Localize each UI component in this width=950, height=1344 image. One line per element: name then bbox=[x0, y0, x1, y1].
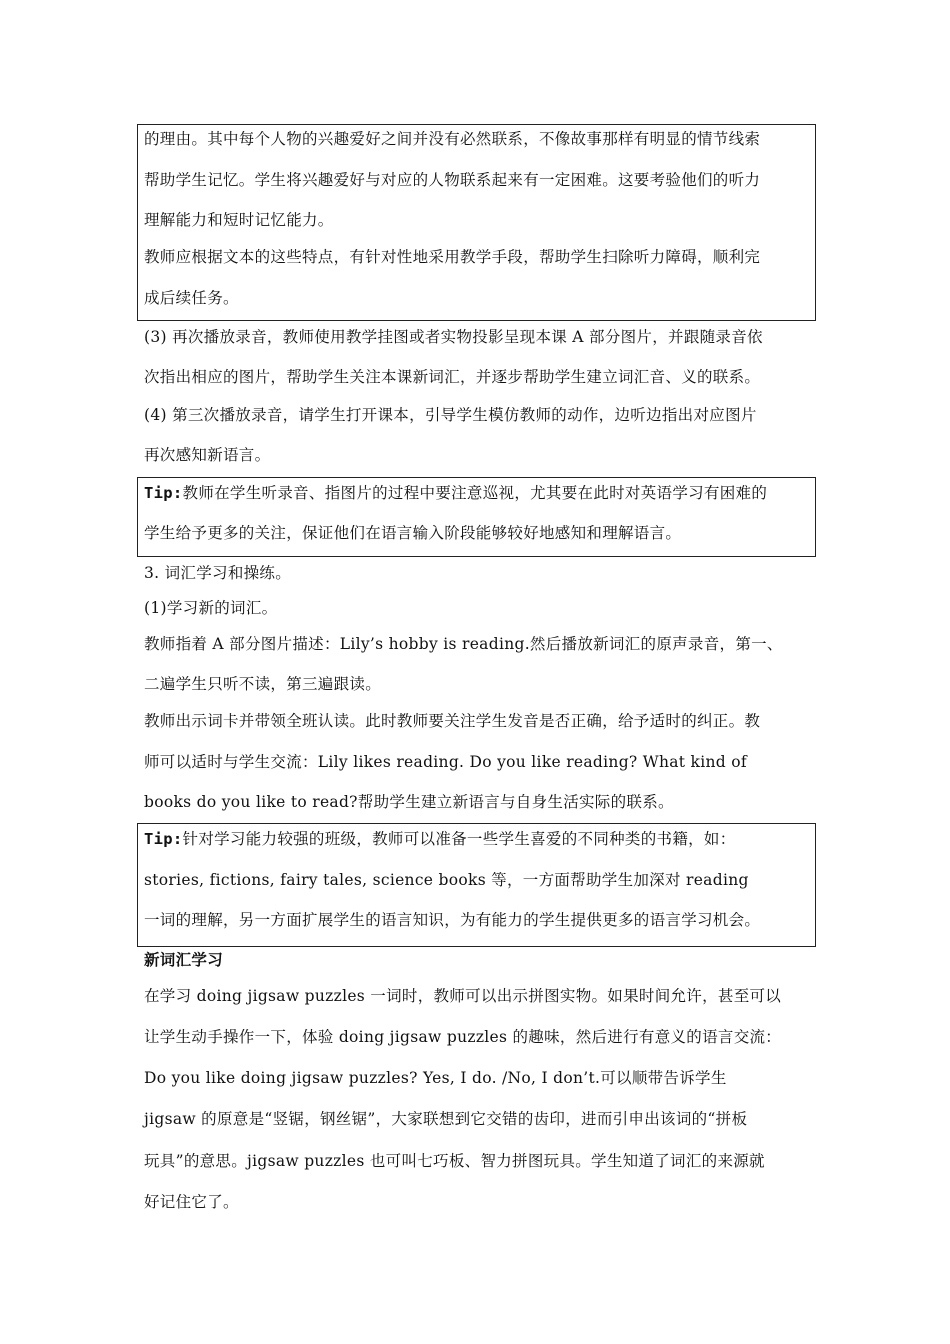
section-3-line-4: 师可以适时与学生交流：Lily likes reading. Do you like reading? What kind of bbox=[144, 753, 747, 771]
section-3-line-2: 二遍学生只听不读，第三遍跟读。 bbox=[144, 675, 382, 693]
box1-line-4: 教师应根据文本的这些特点，有针对性地采用教学手段，帮助学生扫除听力障碍，顺利完 bbox=[144, 248, 761, 266]
section-3-line-5: books do you like to read?帮助学生建立新语言与自身生活实际的联系。 bbox=[144, 793, 674, 811]
tip2-line-1 bbox=[144, 829, 736, 849]
vocab-line-3: Do you like doing jigsaw puzzles? Yes, I do. /No, I don’t.可以顺带告诉学生 bbox=[144, 1069, 727, 1087]
box1-line-1: 的理由。其中每个人物的兴趣爱好之间并没有必然联系，不像故事那样有明显的情节线索 bbox=[144, 130, 761, 148]
tip2-line-2: stories, fictions, fairy tales, science books 等，一方面帮助学生加深对 reading bbox=[144, 871, 749, 889]
vocab-line-1: 在学习 doing jigsaw puzzles 一词时，教师可以出示拼图实物。如果时间允许，甚至可以 bbox=[144, 987, 782, 1005]
tip1-line-2: 学生给予更多的关注，保证他们在语言输入阶段能够较好地感知和理解语言。 bbox=[144, 524, 682, 542]
tip-label: Tip: bbox=[144, 830, 183, 848]
tip2-text-1: 针对学习能力较强的班级，教师可以准备一些学生喜爱的不同种类的书籍，如： bbox=[182, 830, 736, 848]
section-3-line-1: 教师指着 A 部分图片描述：Lily’s hobby is reading.然后播放新词汇的原声录音，第一、 bbox=[144, 635, 783, 653]
vocab-line-4: jigsaw 的原意是“竖锯，钢丝锯”，大家联想到它交错的齿印，进而引申出该词的“拼板 bbox=[144, 1110, 748, 1128]
section-3-line-3: 教师出示词卡并带领全班认读。此时教师要关注学生发音是否正确，给予适时的纠正。教 bbox=[144, 712, 761, 730]
vocab-line-6: 好记住它了。 bbox=[144, 1193, 239, 1211]
step-4-line-1: (4) 第三次播放录音，请学生打开课本，引导学生模仿教师的动作，边听边指出对应图片 bbox=[144, 406, 757, 424]
step-3-line-1: (3) 再次播放录音，教师使用教学挂图或者实物投影呈现本课 A 部分图片，并跟随录音依 bbox=[144, 328, 763, 346]
box1-line-3: 理解能力和短时记忆能力。 bbox=[144, 211, 334, 229]
box1-line-2: 帮助学生记忆。学生将兴趣爱好与对应的人物联系起来有一定困难。这要考验他们的听力 bbox=[144, 171, 761, 189]
tip2-line-3: 一词的理解，另一方面扩展学生的语言知识，为有能力的学生提供更多的语言学习机会。 bbox=[144, 911, 761, 929]
tip-label: Tip: bbox=[144, 484, 183, 502]
step-4-line-2: 再次感知新语言。 bbox=[144, 446, 271, 464]
tip1-line-1 bbox=[144, 483, 767, 503]
step-3-line-2: 次指出相应的图片，帮助学生关注本课新词汇，并逐步帮助学生建立词汇音、义的联系。 bbox=[144, 368, 761, 386]
section-3-heading: 3. 词汇学习和操练。 bbox=[144, 564, 292, 582]
tip1-text-1: 教师在学生听录音、指图片的过程中要注意巡视，尤其要在此时对英语学习有困难的 bbox=[182, 484, 768, 502]
section-3-subheading: (1)学习新的词汇。 bbox=[144, 599, 278, 617]
box1-line-5: 成后续任务。 bbox=[144, 289, 239, 307]
vocab-section-title: 新词汇学习 bbox=[144, 950, 224, 969]
vocab-line-2: 让学生动手操作一下，体验 doing jigsaw puzzles 的趣味，然后进行有意义的语言交流： bbox=[144, 1028, 782, 1046]
vocab-line-5: 玩具”的意思。jigsaw puzzles 也可叫七巧板、智力拼图玩具。学生知道了词汇的来源就 bbox=[144, 1152, 765, 1170]
